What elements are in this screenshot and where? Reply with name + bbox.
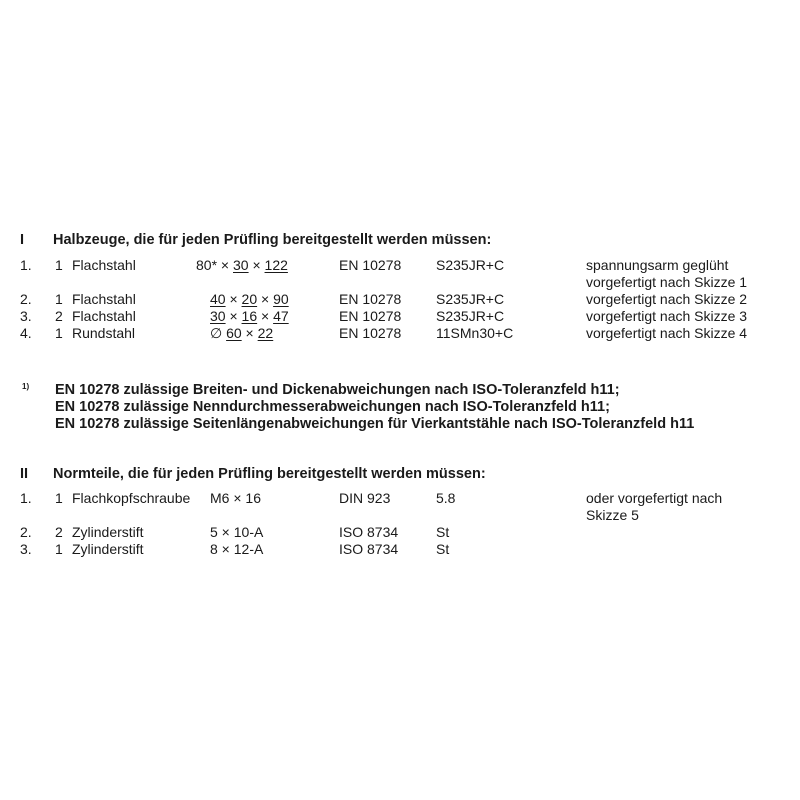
row-item: Flachstahl bbox=[72, 308, 136, 324]
dimension-value: 22 bbox=[257, 325, 274, 341]
footnote-marker: 1) bbox=[22, 382, 30, 391]
row-note: vorgefertigt nach Skizze 4 bbox=[586, 325, 748, 341]
section-2-heading: Normteile, die für jeden Prüfling bereitgestellt werden müssen: bbox=[53, 466, 486, 482]
row-number: 3. bbox=[20, 308, 32, 324]
dimension-separator: × bbox=[225, 308, 242, 324]
row-number: 1. bbox=[20, 490, 32, 506]
row-number: 1. bbox=[20, 257, 32, 273]
dimension-separator: × bbox=[257, 291, 274, 307]
row-quantity: 1 bbox=[55, 257, 63, 273]
row-quantity: 1 bbox=[55, 325, 63, 341]
row-dimensions bbox=[210, 291, 289, 308]
row-note: spannungsarm geglüht bbox=[586, 257, 729, 273]
footnote-line-1: EN 10278 zulässige Breiten- und Dickenabweichungen nach ISO-Toleranzfeld h11; bbox=[55, 382, 620, 398]
dimension-value: 20 bbox=[241, 291, 258, 307]
dimension-value: 47 bbox=[273, 308, 289, 324]
row-material: S235JR+C bbox=[436, 308, 505, 324]
dimension-value: 40 bbox=[210, 291, 226, 307]
row-dimensions: M6 × 16 bbox=[210, 490, 261, 506]
dimension-separator: 80* bbox=[196, 257, 218, 273]
row-material: 11SMn30+C bbox=[436, 325, 514, 341]
row-item: Zylinderstift bbox=[72, 524, 144, 540]
dimension-separator: × bbox=[225, 291, 242, 307]
row-number: 2. bbox=[20, 291, 32, 307]
row-norm: EN 10278 bbox=[339, 291, 402, 307]
dimension-value: 30 bbox=[233, 257, 249, 273]
row-norm: EN 10278 bbox=[339, 257, 402, 273]
dimension-separator: × bbox=[248, 257, 265, 273]
row-dimensions bbox=[210, 325, 273, 342]
row-item: Rundstahl bbox=[72, 325, 136, 341]
row-norm: DIN 923 bbox=[339, 490, 391, 506]
row-number: 2. bbox=[20, 524, 32, 540]
dimension-value: 60 bbox=[226, 325, 242, 341]
section-1-heading: Halbzeuge, die für jeden Prüfling bereitgestellt werden müssen: bbox=[53, 232, 492, 248]
row-number: 4. bbox=[20, 325, 32, 341]
dimension-value: 122 bbox=[264, 257, 288, 273]
row-dimensions bbox=[210, 308, 289, 325]
row-material: 5.8 bbox=[436, 490, 456, 506]
dimension-separator: ∅ bbox=[210, 325, 227, 341]
row-item: Flachkopfschraube bbox=[72, 490, 191, 506]
row-norm: ISO 8734 bbox=[339, 524, 399, 540]
row-note-continued: vorgefertigt nach Skizze 1 bbox=[586, 274, 748, 290]
row-quantity: 1 bbox=[55, 490, 63, 506]
footnote-line-2: EN 10278 zulässige Nenndurchmesserabweichungen nach ISO-Toleranzfeld h11; bbox=[55, 399, 610, 415]
row-number: 3. bbox=[20, 541, 32, 557]
row-norm: EN 10278 bbox=[339, 308, 402, 324]
section-2-numeral: II bbox=[20, 466, 29, 482]
row-note: vorgefertigt nach Skizze 3 bbox=[586, 308, 748, 324]
row-norm: EN 10278 bbox=[339, 325, 402, 341]
footnote-line-3: EN 10278 zulässige Seitenlängenabweichungen für Vierkantstähle nach ISO-Toleranzfeld h11 bbox=[55, 416, 695, 432]
row-material: St bbox=[436, 541, 450, 557]
row-quantity: 2 bbox=[55, 308, 63, 324]
dimension-separator: × bbox=[241, 325, 258, 341]
row-note: vorgefertigt nach Skizze 2 bbox=[586, 291, 748, 307]
row-item: Zylinderstift bbox=[72, 541, 144, 557]
section-1-numeral: I bbox=[20, 232, 25, 248]
row-dimensions: 5 × 10-A bbox=[210, 524, 264, 540]
dimension-value: 16 bbox=[241, 308, 258, 324]
row-norm: ISO 8734 bbox=[339, 541, 399, 557]
row-quantity: 1 bbox=[55, 291, 63, 307]
dimension-separator: × bbox=[257, 308, 274, 324]
dimension-value: 30 bbox=[210, 308, 226, 324]
row-dimensions bbox=[196, 257, 288, 274]
row-item: Flachstahl bbox=[72, 291, 136, 307]
row-dimensions: 8 × 12-A bbox=[210, 541, 264, 557]
row-quantity: 2 bbox=[55, 524, 63, 540]
row-note: oder vorgefertigt nach bbox=[586, 490, 723, 506]
dimension-separator: × bbox=[217, 257, 233, 273]
row-material: S235JR+C bbox=[436, 291, 505, 307]
row-note-continued: Skizze 5 bbox=[586, 507, 639, 523]
row-material: S235JR+C bbox=[436, 257, 505, 273]
row-item: Flachstahl bbox=[72, 257, 136, 273]
row-material: St bbox=[436, 524, 450, 540]
dimension-value: 90 bbox=[273, 291, 289, 307]
row-quantity: 1 bbox=[55, 541, 63, 557]
